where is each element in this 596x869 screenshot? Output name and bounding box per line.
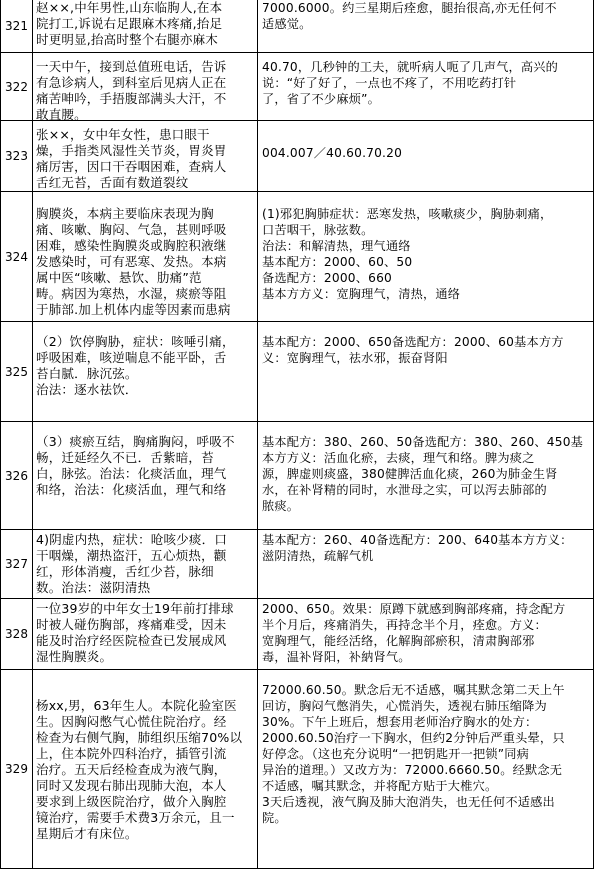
row-number: 325 — [1, 322, 33, 421]
treatment-line: 30%。下午上班后，想套用老师治疗胸水的处方： — [262, 715, 538, 729]
treatment-line: 72000.60.50。默念后无不适感，嘱其默念第二天上午 — [262, 683, 565, 697]
treatment-line: 基本配方：380、260、50备选配方：380、260、450基 — [262, 435, 584, 449]
case-description-line: 畅，迁延经久不已．舌紫暗，苔 — [36, 450, 214, 465]
treatment-line: 2000.60.50治疗一下胸水，但约2分钟后严重头晕，只 — [262, 731, 565, 745]
treatment-line: 基本方方义：宽胸理气，清热，通络 — [262, 287, 461, 301]
treatment-line: 异治的道理。）又改方为：72000.6660.50。经默念无 — [262, 763, 563, 777]
table-row — [0, 53, 594, 121]
case-description-line: 一天中午，接到总值班电话，告诉 — [36, 59, 227, 74]
table-row — [0, 670, 594, 869]
treatment-line: 水，在补肾精的同时，水泄母之实，可以泻去肺部的 — [262, 483, 547, 497]
treatment-line: 本方方义：活血化瘀，去痰，理气和络。脾为痰之 — [262, 451, 535, 465]
table-row — [0, 0, 594, 53]
case-description-line — [36, 682, 255, 698]
treatment-line: 基本配方：2000、650备选配方：2000、60基本方方 — [262, 335, 564, 349]
treatment-line: 毒，温补肾阳，补納肾气。 — [262, 650, 411, 664]
case-description-line: 呼吸困难，咳逆喘息不能平卧，舌 — [36, 350, 227, 365]
case-description-line: 杨xx,男，63年生人。本院化验室医 — [36, 698, 237, 713]
case-description-line: 于肺部.加上机体内虚等因素而患病 — [36, 302, 231, 317]
row-number: 327 — [1, 530, 33, 598]
case-description-cell — [33, 422, 258, 529]
row-number: 324 — [1, 192, 33, 321]
case-description-cell — [33, 121, 258, 191]
case-description-line: 4)阴虚内热，症状：呛咳少痰．口 — [36, 532, 228, 547]
case-description-line: 痛厉害，因口干吞咽困难，查病人 — [36, 159, 227, 174]
case-description-line: 数。治法：滋阴清热 — [36, 580, 151, 595]
treatment-line: 源，脾虚则痰盛，380健脾活血化痰，260为肺金生肾 — [262, 467, 558, 481]
treatment-line: 004.007／40.60.70.20 — [262, 146, 403, 160]
row-number: 323 — [1, 121, 33, 191]
case-description-cell — [33, 0, 258, 52]
treatment-line: 口苦咽干，脉弦数。 — [262, 223, 374, 237]
case-description-line: 赵××,中年男性,山东临朐人,在本 — [36, 0, 223, 15]
case-description-line: 湿性胸膜炎。 — [36, 649, 113, 664]
table-row — [0, 422, 594, 530]
treatment-line: 脓痰。 — [262, 499, 300, 513]
treatment-line: 治法：和解清热，理气通络 — [262, 239, 411, 253]
table-row — [0, 192, 594, 322]
treatment-line: 7000.6000。约三星期后痊愈，腿抬很高,亦无任何不 — [262, 1, 557, 15]
case-description-line: 上，住本院外四科治疗，插管引流 — [36, 746, 227, 761]
treatment-cell — [259, 53, 593, 120]
case-description-line: （2）饮停胸胁，症状：咳唾引痛， — [36, 334, 235, 349]
table-row — [0, 322, 594, 422]
row-number: 322 — [1, 53, 33, 120]
treatment-cell — [259, 192, 593, 321]
treatment-line: 回访，胸闷气憋消失，心慌消失，透视右肺压缩降为 — [262, 699, 547, 713]
case-description-line: 能及时治疗经医院检查已发展成风 — [36, 633, 227, 648]
case-description-line: 苔白腻．脉沉弦。 — [36, 366, 138, 381]
treatment-line: 备选配方：2000、660 — [262, 271, 393, 285]
case-description-cell — [33, 53, 258, 120]
case-description-line: 燥，手指类风湿性关节炎，胃炎胃 — [36, 143, 227, 158]
treatment-line: (1)邪犯胸肺症状：恶寒发热，咳嗽痰少，胸胁刺痛， — [262, 207, 553, 221]
treatment-line: 义：宽胸理气，祛水邪，振奋肾阳 — [262, 351, 448, 365]
treatment-cell — [259, 422, 593, 529]
treatment-line: 基本配方：260、40备选配方：200、640基本方方义： — [262, 533, 573, 547]
case-description-line: 畴。病因为寒热，水湿，痰瘀等阻 — [36, 286, 227, 301]
table-row — [0, 599, 594, 670]
case-description-line: 白，脉弦。治法：化痰活血，理气 — [36, 466, 227, 481]
case-description-line: 红，形体消瘦，舌红少苔，脉细 — [36, 564, 214, 579]
treatment-line: 说：“好了好了，一点也不疼了，不用吃药打针 — [262, 76, 517, 90]
treatment-cell — [259, 670, 593, 868]
treatment-line: 基本配方：2000、60、50 — [262, 255, 413, 269]
treatment-line: 不适感，嘱其默念，并将配方贴于大椎穴。 — [262, 779, 498, 793]
case-description-cell — [33, 670, 258, 868]
table-row — [0, 530, 594, 599]
case-description-line: 同时又发现右肺出现肺大泡，本人 — [36, 778, 227, 793]
case-description-line: 发感染时，可有恶寒、发热。本病 — [36, 254, 227, 269]
case-description-line: 检查为右侧气胸，肺组织压缩70%以 — [36, 730, 243, 745]
treatment-line: 2000、650。效果：原蹲下就感到胸部疼痛，持念配方 — [262, 602, 566, 616]
case-description-line: 痛、咳嗽、胸闷、气急，甚则呼吸 — [36, 222, 227, 237]
case-description-line: 干咽燥，潮热盗汗，五心烦热，颧 — [36, 548, 227, 563]
case-description-line: （3）痰瘀互结，胸痛胸闷，呼吸不 — [36, 434, 235, 449]
treatment-cell — [259, 599, 593, 669]
case-description-line: 生。因胸闷憋气心慌住院治疗。经 — [36, 714, 227, 729]
case-description-line: 时更明显,抬高时整个右腿亦麻木 — [36, 32, 218, 47]
case-description-line: 时被人碰伤胸部，疼痛难受，因未 — [36, 617, 227, 632]
treatment-line: 了，省了不少麻烦”。 — [262, 92, 381, 106]
case-description-line: 要求到上级医院治疗，做介入胸腔 — [36, 794, 227, 809]
treatment-cell — [259, 530, 593, 598]
table-row — [0, 121, 594, 192]
treatment-line: 滋阴清热，疏解气机 — [262, 549, 374, 563]
case-description-line: 星期后才有床位。 — [36, 826, 138, 841]
case-description-cell — [33, 530, 258, 598]
case-description-line: 和络，治法：化痰活血，理气和络 — [36, 482, 227, 497]
row-number: 328 — [1, 599, 33, 669]
case-description-line: 舌红无苔，舌面有数道裂纹 — [36, 175, 189, 190]
treatment-line: 宽胸理气，能经活络，化解胸部瘀积，清肃胸部邪 — [262, 634, 535, 648]
treatment-line: 40.70，几秒钟的工夫，就听病人呃了几声气，高兴的 — [262, 60, 559, 74]
case-description-line: 困难，感染性胸膜炎或胸腔积液继 — [36, 238, 227, 253]
row-number: 321 — [1, 0, 33, 52]
treatment-cell — [259, 0, 593, 52]
case-description-line: 治疗。五天后经检查成为液气胸， — [36, 762, 227, 777]
case-description-cell — [33, 192, 258, 321]
case-description-cell — [33, 599, 258, 669]
case-description-line: 张××，女中年女性，患口眼干 — [36, 127, 210, 142]
case-description-line: 痛苦呻吟，手捂腹部满头大汗，不 — [36, 91, 227, 106]
treatment-line: 好停念。（这也充分说明“一把钥匙开一把锁”同病 — [262, 747, 530, 761]
case-description-line: 属中医“咳嗽、悬饮、肋痛”范 — [36, 270, 202, 285]
case-description-line: 胸膜炎，本病主要临床表现为胸 — [36, 206, 214, 221]
case-description-line: 一位39岁的中年女士19年前打排球 — [36, 601, 234, 616]
treatment-cell — [259, 322, 593, 421]
treatment-line: 3天后透视，液气胸及肺大泡消失，也无任何不适感出 — [262, 795, 555, 809]
treatment-line: 半个月后，疼痛消失，再持念半个月，痊愈。方义： — [262, 618, 547, 632]
case-description-line: 治法：逐水祛饮． — [36, 382, 138, 397]
case-description-line: 有急诊病人，到科室后见病人正在 — [36, 75, 227, 90]
row-number: 326 — [1, 422, 33, 529]
case-description-cell — [33, 322, 258, 421]
treatment-cell — [259, 121, 593, 191]
case-description-line: 院打工,诉说右足跟麻木疼痛,抬足 — [36, 16, 223, 31]
row-number: 329 — [1, 670, 33, 868]
case-description-line: 敢直腰。 — [36, 107, 87, 120]
case-description-line: 镜治疗，需要手术费3万余元，且一 — [36, 810, 235, 825]
treatment-line: 院。 — [262, 811, 287, 825]
treatment-line: 适感觉。 — [262, 17, 312, 31]
